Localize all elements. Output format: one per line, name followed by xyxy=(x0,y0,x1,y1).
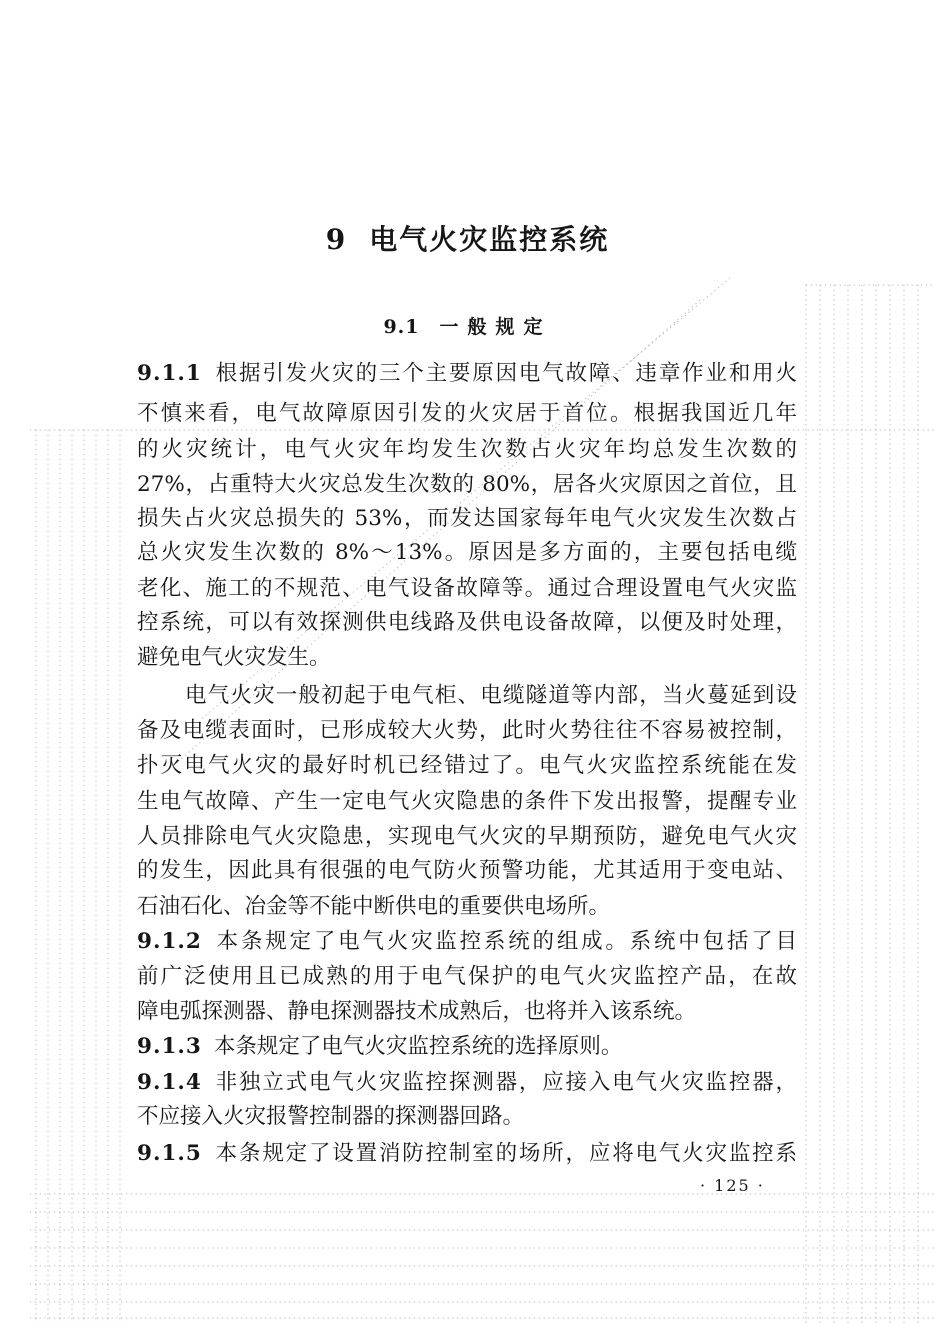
text-line: 9.1.3 本条规定了电气火灾监控系统的选择原则。 xyxy=(137,1034,623,1059)
text-line: 不慎来看，电气故障原因引发的火灾居于首位。根据我国近几年 xyxy=(137,401,797,426)
text-line: 备及电缆表面时，已形成较大火势，此时火势往往不容易被控制， xyxy=(137,718,797,743)
text-line: 9.1.1 根据引发火灾的三个主要原因电气故障、违章作业和用火 xyxy=(137,361,797,386)
section-title xyxy=(0,312,935,339)
section-title-text: 一般规定 xyxy=(439,316,552,338)
clause-number: 9.1.2 xyxy=(137,929,202,954)
text-line: 前广泛使用且已成熟的用于电气保护的电气火灾监控产品，在故 xyxy=(137,964,797,989)
text-line: 27%，占重特大火灾总发生次数的 80%，居各火灾原因之首位，且 xyxy=(137,472,797,497)
text-line: 人员排除电气火灾隐患，实现电气火灾的早期预防，避免电气火灾 xyxy=(137,824,797,849)
text-line: 损失占火灾总损失的 53%，而发达国家每年电气火灾发生次数占 xyxy=(137,506,797,531)
text-line: 障电弧探测器、静电探测器技术成熟后，也将并入该系统。 xyxy=(137,999,697,1024)
text-line: 9.1.4 非独立式电气火灾监控探测器，应接入电气火灾监控器， xyxy=(137,1070,797,1095)
clause-number: 9.1.3 xyxy=(137,1034,202,1059)
text-line: 的发生，因此具有很强的电气防火预警功能，尤其适用于变电站、 xyxy=(137,858,797,883)
text-line: 老化、施工的不规范、电气设备故障等。通过合理设置电气火灾监 xyxy=(137,576,797,601)
chapter-title-text: 电气火灾监控系统 xyxy=(369,223,610,256)
text-line: 电气火灾一般初起于电气柜、电缆隧道等内部，当火蔓延到设 xyxy=(185,683,797,708)
text-line: 的火灾统计，电气火灾年均发生次数占火灾年均总发生次数的 xyxy=(137,437,797,462)
text-line: 扑灭电气火灾的最好时机已经错过了。电气火灾监控系统能在发 xyxy=(137,753,797,778)
text-line: 生电气故障、产生一定电气火灾隐患的条件下发出报警，提醒专业 xyxy=(137,789,797,814)
text-line: 避免电气火灾发生。 xyxy=(137,645,331,670)
page-number: · 125 · xyxy=(700,1176,765,1195)
chapter-number: 9 xyxy=(325,223,348,256)
text-line: 石油石化、冶金等不能中断供电的重要供电场所。 xyxy=(137,894,611,919)
text-line: 不应接入火灾报警控制器的探测器回路。 xyxy=(137,1104,525,1129)
clause-number: 9.1.4 xyxy=(137,1070,202,1095)
chapter-title xyxy=(0,218,935,258)
text-line: 控系统，可以有效探测供电线路及供电设备故障，以便及时处理， xyxy=(137,610,797,635)
section-number: 9.1 xyxy=(383,316,420,338)
text-line: 9.1.5 本条规定了设置消防控制室的场所，应将电气火灾监控系 xyxy=(137,1141,797,1166)
clause-number: 9.1.5 xyxy=(137,1141,202,1166)
clause-number: 9.1.1 xyxy=(137,361,202,386)
text-line: 9.1.2 本条规定了电气火灾监控系统的组成。系统中包括了目 xyxy=(137,929,797,954)
text-line: 总火灾发生次数的 8%～13%。原因是多方面的，主要包括电缆 xyxy=(137,540,797,565)
